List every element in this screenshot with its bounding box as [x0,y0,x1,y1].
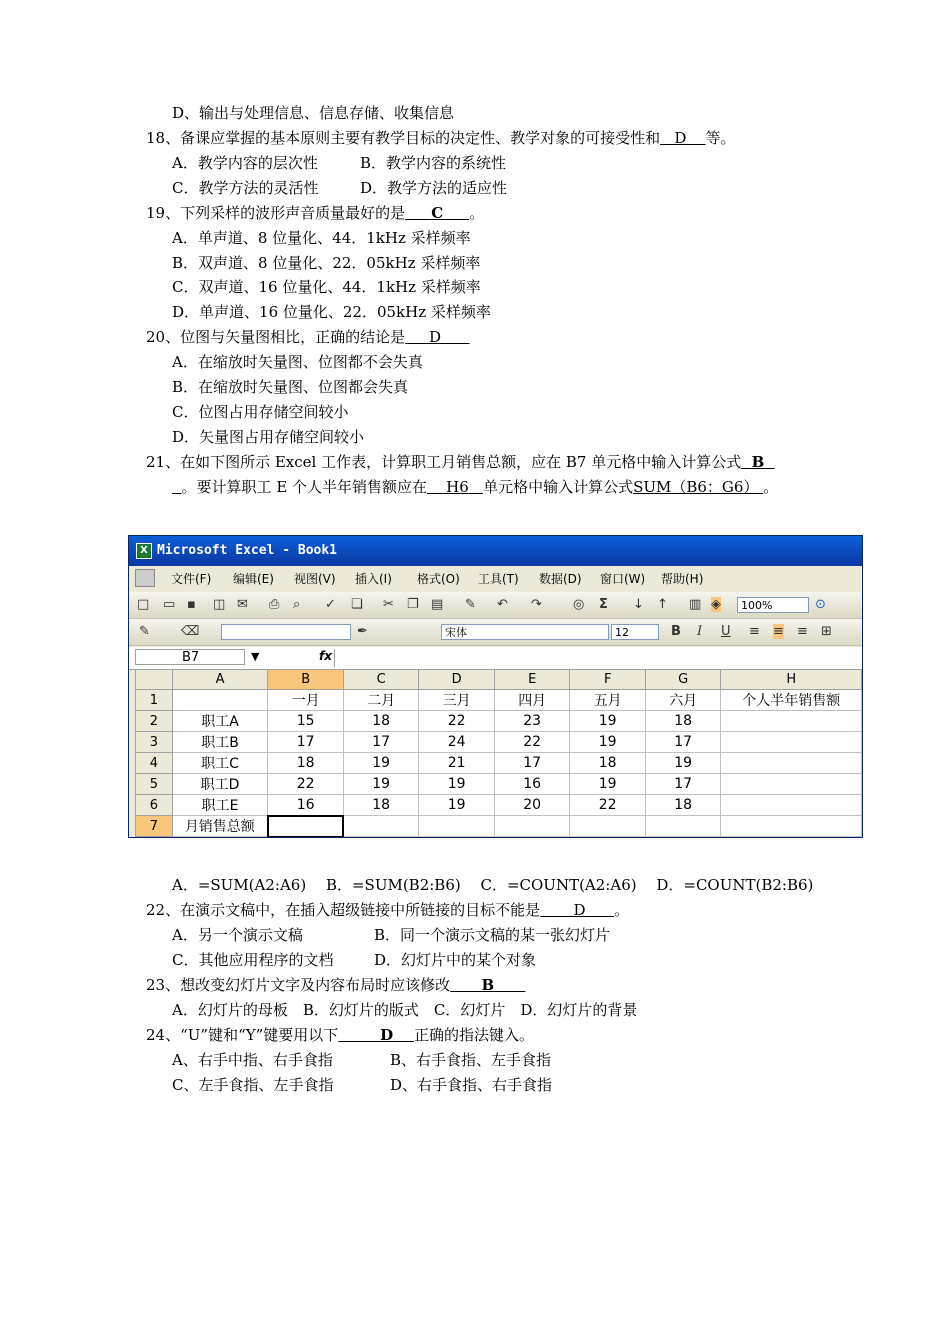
row-header[interactable]: 7 [136,816,173,837]
paste-icon[interactable]: ▤ [431,597,444,612]
cell[interactable]: 三月 [419,690,495,711]
cell[interactable] [721,816,862,837]
save-icon[interactable]: ▪ [187,597,196,612]
cell[interactable]: 19 [570,774,646,795]
menu-tools[interactable]: 工具(T) [478,572,519,586]
q18-stem [146,128,736,148]
q17-option-d: D、输出与处理信息、信息存储、收集信息 [172,104,455,122]
q21-answer-3: SUM（B6：G6） [633,478,759,496]
cut-icon[interactable]: ✂ [383,597,394,612]
excel-title-bar [129,536,862,566]
cell[interactable]: 职工A [172,711,268,732]
cell[interactable]: 22 [570,795,646,816]
cell[interactable]: 18 [645,711,721,732]
q24-answer-letter: D [380,1026,394,1044]
menu-file[interactable]: 文件(F) [171,572,212,586]
cell[interactable]: 16 [494,774,570,795]
drawing-icon[interactable]: ◈ [711,597,721,612]
q22-answer [540,901,614,919]
spelling-icon[interactable]: ✓ [325,597,336,612]
cell[interactable] [721,732,862,753]
redo-icon[interactable]: ↷ [531,597,542,612]
col-header-a[interactable]: A [172,670,268,690]
q20-option-c: C．位图占用存储空间较小 [172,403,349,421]
q20-option-a: A．在缩放时矢量图、位图都不会失真 [172,353,423,371]
row-header[interactable]: 1 [136,690,173,711]
preview-icon[interactable]: ⌕ [293,597,301,612]
cell[interactable] [570,816,646,837]
cell[interactable]: 18 [268,753,344,774]
q22-option-a: A．另一个演示文稿 [172,926,303,944]
cell[interactable] [721,774,862,795]
q22-option-d: D．幻灯片中的某个对象 [374,951,537,969]
q21-answer-2-text: H6 [446,478,469,496]
q18-option-a: A．教学内容的层次性 [172,154,318,172]
cell[interactable]: 个人半年销售额 [721,690,862,711]
cell[interactable] [343,816,419,837]
q19-text: 19、下列采样的波形声音质量最好的是 [146,204,406,222]
sheet-icon [135,569,155,587]
q23-options: A．幻灯片的母板 B．幻灯片的版式 C．幻灯片 D．幻灯片的背景 [172,1001,638,1019]
row-header[interactable]: 3 [136,732,173,753]
q18-option-b: B．教学内容的系统性 [360,154,507,172]
font-box[interactable]: 宋体 [441,624,609,640]
q21-text-3: 单元格中输入计算公式 [483,478,634,496]
formatting-toolbar [129,619,862,646]
undo-icon[interactable]: ↶ [497,597,508,612]
merge-center-icon[interactable]: ⊞ [821,624,832,639]
cell[interactable]: 职工E [172,795,268,816]
research-icon[interactable]: ❏ [351,597,363,612]
column-header-row [136,670,862,690]
cell[interactable]: 15 [268,711,344,732]
q20-option-d: D．矢量图占用存储空间较小 [172,428,365,446]
q18-option-c: C．教学方法的灵活性 [172,179,319,197]
row-header[interactable]: 4 [136,753,173,774]
excel-screenshot [128,535,863,838]
col-header-c[interactable]: C [343,670,419,690]
cell[interactable]: 二月 [343,690,419,711]
q23-text: 23、想改变幻灯片文字及内容布局时应该修改 [146,976,451,994]
excel-menu-bar [129,566,862,590]
cell[interactable]: 19 [645,753,721,774]
row-header[interactable]: 2 [136,711,173,732]
col-header-d[interactable]: D [419,670,495,690]
excel-title: Microsoft Excel - Book1 [157,543,338,558]
edit-icon[interactable]: ✎ [139,624,150,639]
cell[interactable]: 18 [343,711,419,732]
name-box-dropdown-icon[interactable]: ▼ [251,650,260,663]
cell[interactable]: 19 [343,753,419,774]
cell[interactable]: 职工B [172,732,268,753]
cell[interactable]: 21 [419,753,495,774]
copy-icon[interactable]: ❐ [407,597,419,612]
cell[interactable]: 24 [419,732,495,753]
q21-stem-line2 [172,477,778,497]
q21-tail: 。 [763,478,779,496]
permission-icon[interactable]: ◫ [213,597,226,612]
pen-color-icon[interactable]: ✒ [357,624,368,639]
cell[interactable]: 月销售总额 [172,816,268,837]
cell[interactable]: 19 [570,711,646,732]
q21-answer-1 [741,453,775,471]
q23-answer [450,976,525,994]
align-left-icon[interactable]: ≡ [749,624,760,639]
q19-option-d: D．单声道、16 位量化、22．05kHz 采样频率 [172,303,491,321]
formula-input[interactable] [334,649,860,667]
q21-answer-2 [427,478,483,496]
cell[interactable]: 职工D [172,774,268,795]
cell[interactable]: 一月 [268,690,344,711]
menu-help[interactable]: 帮助(H) [661,572,704,586]
q19-answer-letter: C [431,204,444,222]
zoom-box[interactable]: 100% [737,597,809,613]
col-header-e[interactable]: E [494,670,570,690]
menu-insert[interactable]: 插入(I) [355,572,392,586]
name-box[interactable]: B7 [135,649,245,665]
q21-answer-1-letter: B [751,453,765,471]
cell[interactable]: 17 [645,774,721,795]
q21-stem [146,452,775,472]
cell[interactable]: 22 [419,711,495,732]
row-header[interactable]: 5 [136,774,173,795]
col-header-g[interactable]: G [645,670,721,690]
bold-icon[interactable]: B [671,624,681,639]
cell[interactable]: 19 [570,732,646,753]
cell[interactable]: 17 [343,732,419,753]
cell[interactable] [721,795,862,816]
q20-option-b: B．在缩放时矢量图、位图都会失真 [172,378,409,396]
help-icon[interactable]: ⊙ [815,597,826,612]
cell[interactable]: 六月 [645,690,721,711]
standard-toolbar [129,592,862,619]
q19-stem [146,203,484,223]
align-right-icon[interactable]: ≡ [797,624,808,639]
cell[interactable] [645,816,721,837]
cell[interactable]: 19 [343,774,419,795]
q22-tail: 。 [614,901,630,919]
cell[interactable]: 18 [570,753,646,774]
open-icon[interactable]: ▭ [163,597,176,612]
q20-answer [405,328,469,346]
worksheet-grid [135,669,862,838]
cell[interactable]: 22 [268,774,344,795]
table-row [136,795,862,816]
cell[interactable]: 23 [494,711,570,732]
cell[interactable]: 20 [494,795,570,816]
sort-desc-icon[interactable]: ↑ [657,597,668,612]
q22-stem [146,900,629,920]
q24-text: 24、“U”键和“Y”键要用以下 [146,1026,339,1044]
cell[interactable]: 17 [645,732,721,753]
menu-window[interactable]: 窗口(W) [600,572,646,586]
print-icon[interactable]: ⎙ [269,597,280,612]
new-icon[interactable]: □ [137,597,150,612]
cell[interactable]: 18 [343,795,419,816]
q22-text: 22、在演示文稿中，在插入超级链接中所链接的目标不能是 [146,901,541,919]
cell[interactable]: 四月 [494,690,570,711]
q18-option-d: D．教学方法的适应性 [360,179,508,197]
menu-data[interactable]: 数据(D) [539,572,582,586]
font-size-box[interactable]: 12 [611,624,659,640]
q21-options: A．=SUM(A2:A6) B．=SUM(B2:B6) C．=COUNT(A2:A6) D．=COUNT(B2:B6) [172,876,814,894]
cell[interactable] [419,816,495,837]
q24-stem [146,1025,534,1045]
menu-view[interactable]: 视图(V) [294,572,336,586]
q24-option-d: D、右手食指、右手食指 [390,1076,553,1094]
q18-answer-letter: D [674,129,687,147]
q18-text: 18、备课应掌握的基本原则主要有教学目标的决定性、教学对象的可接受性和 [146,129,661,147]
excel-app-icon: X [136,543,152,559]
q22-option-c: C．其他应用程序的文档 [172,951,334,969]
cell[interactable] [721,753,862,774]
fx-icon[interactable]: fx [319,649,332,663]
table-row [136,753,862,774]
q19-tail: 。 [469,204,485,222]
cell[interactable] [268,816,344,837]
q23-answer-letter: B [481,976,495,994]
q20-text: 20、位图与矢量图相比，正确的结论是 [146,328,406,346]
line-style-box[interactable] [221,624,351,640]
menu-format[interactable]: 格式(O) [417,572,460,586]
col-header-b[interactable]: B [268,670,344,690]
q19-answer [405,204,469,222]
q24-option-a: A、右手中指、右手食指 [172,1051,333,1069]
underline-icon[interactable]: U [721,624,731,639]
cell[interactable]: 17 [494,753,570,774]
q22-answer-letter: D [573,901,586,919]
q18-answer [660,129,705,147]
q19-option-c: C．双声道、16 位量化、44．1kHz 采样频率 [172,278,481,296]
table-row [136,711,862,732]
cell[interactable]: 19 [419,795,495,816]
chart-icon[interactable]: ▥ [689,597,702,612]
cell[interactable] [172,690,268,711]
table-row [136,732,862,753]
q24-tail: 正确的指法键入。 [414,1026,535,1044]
italic-icon[interactable]: I [697,624,703,639]
q19-option-b: B．双声道、8 位量化、22．05kHz 采样频率 [172,254,481,272]
q21-answer-1-cont [172,478,182,496]
eraser-icon[interactable]: ⌫ [181,624,200,639]
q20-stem [146,327,470,347]
q24-answer [338,1026,414,1044]
cell[interactable]: 职工C [172,753,268,774]
col-header-f[interactable]: F [570,670,646,690]
format-painter-icon[interactable]: ✎ [465,597,476,612]
cell[interactable]: 17 [268,732,344,753]
select-all[interactable] [136,670,173,690]
sort-asc-icon[interactable]: ↓ [633,597,644,612]
cell[interactable]: 22 [494,732,570,753]
formula-bar [129,647,862,670]
q19-option-a: A．单声道、8 位量化、44．1kHz 采样频率 [172,229,471,247]
cell[interactable]: 16 [268,795,344,816]
q21-text: 21、在如下图所示 Excel 工作表，计算职工月销售总额，应在 B7 单元格中输入计算公式 [146,453,742,471]
q23-stem [146,975,525,995]
table-row [136,690,862,711]
hyperlink-icon[interactable]: ◎ [573,597,585,612]
autosum-icon[interactable]: Σ [599,597,608,612]
menu-edit[interactable]: 编辑(E) [233,572,274,586]
q22-option-b: B．同一个演示文稿的某一张幻灯片 [374,926,611,944]
col-header-h[interactable]: H [721,670,862,690]
align-center-icon[interactable]: ≡ [773,624,784,639]
cell[interactable]: 18 [645,795,721,816]
mail-icon[interactable]: ✉ [237,597,248,612]
cell[interactable]: 五月 [570,690,646,711]
q24-option-b: B、右手食指、左手食指 [390,1051,552,1069]
q20-answer-letter: D [428,328,441,346]
table-row [136,816,862,837]
cell[interactable] [494,816,570,837]
table-row [136,774,862,795]
row-header[interactable]: 6 [136,795,173,816]
q24-option-c: C、左手食指、左手食指 [172,1076,334,1094]
cell[interactable]: 19 [419,774,495,795]
cell[interactable] [721,711,862,732]
q21-text-2: 。要计算职工 E 个人半年销售额应在 [181,478,428,496]
q18-tail: 等。 [705,129,736,147]
